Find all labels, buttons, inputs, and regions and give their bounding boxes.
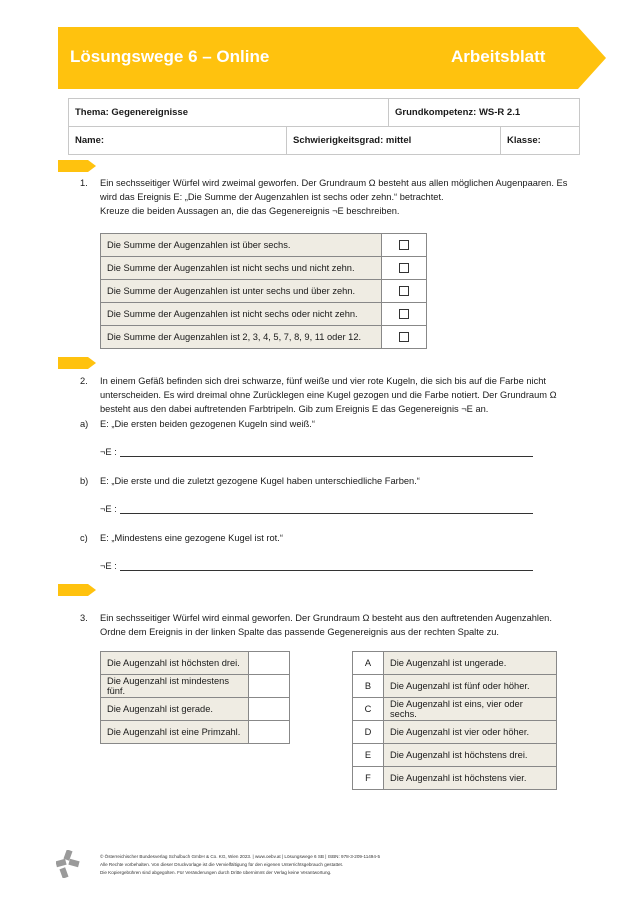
difficulty-cell: Schwierigkeitsgrad: mittel [287,127,501,155]
task3-right-table [352,651,557,790]
part-b-answer-line[interactable] [120,513,533,514]
part-a-label: a) [80,419,89,429]
part-a-neg-label: ¬E : [100,447,117,457]
match-field[interactable] [249,698,290,721]
right-event: Die Augenzahl ist höchstens drei. [384,744,557,767]
option-row [101,257,427,280]
right-letter: E [353,744,384,767]
option-text: Die Summe der Augenzahlen ist unter sechs und über zehn. [101,280,382,303]
right-event: Die Augenzahl ist ungerade. [384,652,557,675]
option-checkbox[interactable] [399,332,409,342]
option-row [101,234,427,257]
task3-line2: Ordne dem Ereignis in der linken Spalte das passende Gegenereignis aus der rechten Spalte zu. [100,627,499,637]
right-row [353,767,557,790]
publisher-logo-icon [56,850,80,878]
right-letter: C [353,698,384,721]
part-b-neg-label: ¬E : [100,504,117,514]
task2-marker [58,357,96,369]
task2-line2: unterscheiden. Es wird dreimal ohne Zurücklegen eine Kugel gezogen und die Farbe notiert. Der Grundraum Ω [100,390,557,400]
task3-number: 3. [80,613,88,623]
option-row [101,303,427,326]
left-row [101,698,290,721]
class-field[interactable]: Klasse: [501,127,580,155]
task1-options [100,233,427,349]
option-checkbox[interactable] [399,309,409,319]
left-event: Die Augenzahl ist mindestens fünf. [101,675,249,698]
option-row [101,326,427,349]
part-c-label: c) [80,533,88,543]
task1-line1: Ein sechsseitiger Würfel wird zweimal geworfen. Der Grundraum Ω besteht aus allen möglichen Augenpaaren. Es [100,178,568,188]
task2-line3: besteht aus den dabei auftretenden Farbtripeln. Gib zum Ereignis E das Gegenereignis ¬E an. [100,404,489,414]
part-c-text: E: „Mindestens eine gezogene Kugel ist rot.“ [100,533,283,543]
option-checkbox[interactable] [399,263,409,273]
part-a-text: E: „Die ersten beiden gezogenen Kugeln sind weiß.“ [100,419,315,429]
part-c-answer-line[interactable] [120,570,533,571]
task1-text [100,176,590,218]
doc-type: Arbeitsblatt [451,47,546,66]
option-checkbox[interactable] [399,240,409,250]
right-letter: D [353,721,384,744]
task1-line2: wird das Ereignis E: „Die Summe der Augenzahlen ist sechs oder zehn.“ betrachtet. [100,192,444,202]
match-field[interactable] [249,721,290,744]
footer-copyright: © Österreichischer Bundesverlag Schulbuch GmbH & Co. KG, Wien 2023. | www.oebv.at | Lösungswege 6 SB | ISBN: 978-3-209-11494-5 [100,854,381,859]
option-checkbox[interactable] [399,286,409,296]
right-row [353,675,557,698]
header-banner [58,27,606,89]
right-letter: A [353,652,384,675]
footer-rights: Alle Rechte vorbehalten. Von dieser Druckvorlage ist die Vervielfältigung für den eigenen Unterrichtsgebrauch gestattet. [100,862,344,867]
task1-number: 1. [80,178,88,188]
task1-marker [58,160,96,172]
competence-cell: Grundkompetenz: WS-R 2.1 [389,99,580,127]
right-event: Die Augenzahl ist eins, vier oder sechs. [384,698,557,721]
task2-text [100,374,590,416]
task3-text [100,611,590,639]
option-text: Die Summe der Augenzahlen ist 2, 3, 4, 5, 7, 8, 9, 11 oder 12. [101,326,382,349]
option-row [101,280,427,303]
task1-line3: Kreuze die beiden Aussagen an, die das Gegenereignis ¬E beschreiben. [100,206,400,216]
option-text: Die Summe der Augenzahlen ist über sechs. [101,234,382,257]
left-row [101,675,290,698]
right-event: Die Augenzahl ist fünf oder höher. [384,675,557,698]
right-letter: F [353,767,384,790]
right-row [353,698,557,721]
left-event: Die Augenzahl ist höchsten drei. [101,652,249,675]
left-row [101,721,290,744]
right-event: Die Augenzahl ist vier oder höher. [384,721,557,744]
footer-fees: Die Kopiergebühren sind abgegolten. Für Veränderungen durch Dritte übernimmt der Verlag keine Verantwortung. [100,870,332,875]
right-row [353,744,557,767]
part-b-text: E: „Die erste und die zuletzt gezogene Kugel haben unterschiedliche Farben.“ [100,476,420,486]
task2-line1: In einem Gefäß befinden sich drei schwarze, fünf weiße und vier rote Kugeln, die sich bis auf die Farbe nicht [100,376,546,386]
option-text: Die Summe der Augenzahlen ist nicht sechs und nicht zehn. [101,257,382,280]
task2-number: 2. [80,376,88,386]
left-event: Die Augenzahl ist eine Primzahl. [101,721,249,744]
right-event: Die Augenzahl ist höchstens vier. [384,767,557,790]
part-c-neg-label: ¬E : [100,561,117,571]
topic-cell: Thema: Gegenereignisse [69,99,389,127]
right-row [353,721,557,744]
task3-left-table [100,651,290,744]
part-a-answer-line[interactable] [120,456,533,457]
part-b-label: b) [80,476,89,486]
right-row [353,652,557,675]
name-field[interactable]: Name: [69,127,287,155]
task3-marker [58,584,96,596]
right-letter: B [353,675,384,698]
book-title: Lösungswege 6 – Online [70,47,270,66]
info-table [68,98,580,155]
match-field[interactable] [249,675,290,698]
match-field[interactable] [249,652,290,675]
task3-line1: Ein sechsseitiger Würfel wird einmal geworfen. Der Grundraum Ω besteht aus den auftretenden Augenzahlen. [100,613,552,623]
left-event: Die Augenzahl ist gerade. [101,698,249,721]
left-row [101,652,290,675]
option-text: Die Summe der Augenzahlen ist nicht sechs oder nicht zehn. [101,303,382,326]
